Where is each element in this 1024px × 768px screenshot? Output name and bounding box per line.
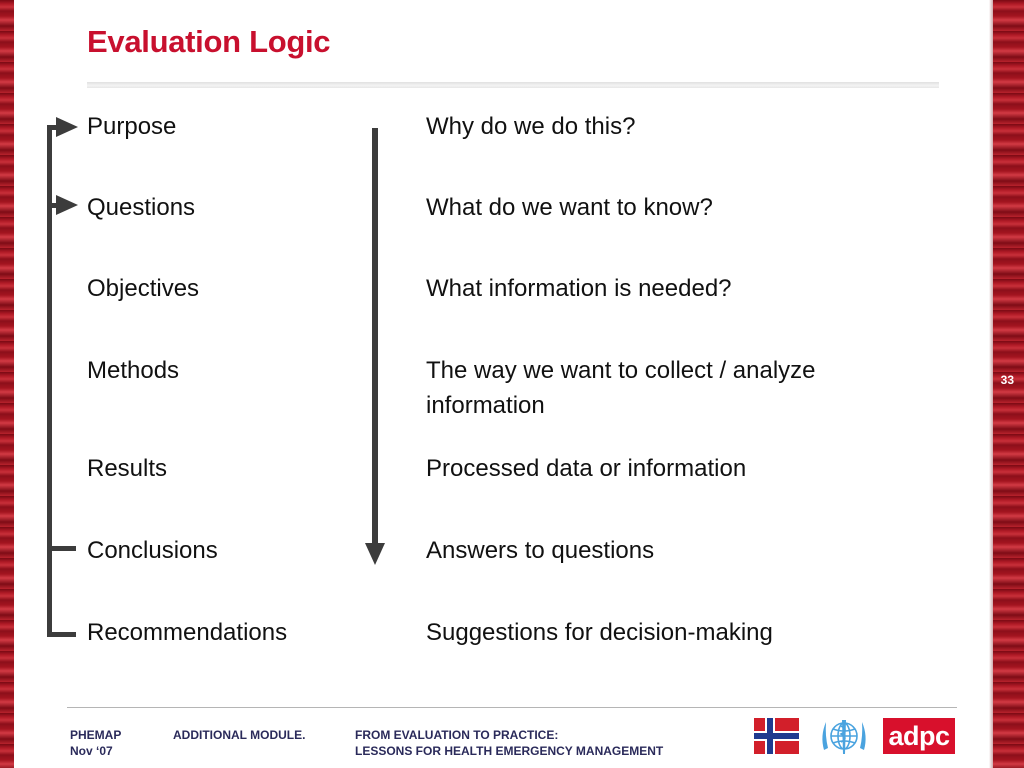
feedback-bracket-bottom-stub bbox=[47, 632, 76, 637]
row-label-questions: Questions bbox=[87, 194, 196, 221]
who-emblem-icon bbox=[816, 712, 872, 760]
page-number: 33 bbox=[1000, 373, 1014, 387]
row-label-conclusions: Conclusions bbox=[87, 537, 218, 564]
row-desc-questions: What do we want to know? bbox=[426, 194, 713, 221]
slide-title: Evaluation Logic bbox=[87, 24, 331, 59]
footer-date: Nov ‘07 bbox=[70, 744, 113, 758]
row-desc-methods: The way we want to collect / analyze information bbox=[426, 357, 816, 419]
title-divider bbox=[87, 82, 939, 88]
feedback-bracket-conclusions-stub bbox=[47, 546, 76, 551]
row-desc-purpose: Why do we do this? bbox=[426, 113, 636, 140]
row-desc-results: Processed data or information bbox=[426, 455, 747, 482]
flow-arrow-down-icon bbox=[365, 543, 385, 565]
footer-module: ADDITIONAL MODULE. bbox=[173, 728, 306, 742]
row-desc-conclusions: Answers to questions bbox=[426, 537, 655, 564]
footer-program: PHEMAP bbox=[70, 728, 122, 742]
flow-arrow-shaft bbox=[372, 128, 378, 546]
footer-subtitle-line1: FROM EVALUATION TO PRACTICE: bbox=[355, 728, 559, 742]
row-desc-objectives: What information is needed? bbox=[426, 275, 732, 302]
row-label-objectives: Objectives bbox=[87, 275, 200, 302]
row-label-methods: Methods bbox=[87, 357, 180, 384]
left-decorative-border bbox=[0, 0, 14, 768]
adpc-logo: adpc bbox=[883, 718, 955, 754]
arrow-to-questions-icon bbox=[56, 195, 78, 215]
footer-divider bbox=[67, 707, 957, 708]
row-label-purpose: Purpose bbox=[87, 113, 177, 140]
norway-flag-icon bbox=[754, 718, 799, 754]
row-label-recommendations: Recommendations bbox=[87, 619, 288, 646]
right-decorative-border bbox=[993, 0, 1024, 768]
row-desc-recommendations: Suggestions for decision-making bbox=[426, 619, 773, 646]
feedback-bracket-vertical bbox=[47, 125, 52, 637]
footer-subtitle-line2: LESSONS FOR HEALTH EMERGENCY MANAGEMENT bbox=[355, 744, 664, 758]
row-label-results: Results bbox=[87, 455, 168, 482]
arrow-to-purpose-icon bbox=[56, 117, 78, 137]
